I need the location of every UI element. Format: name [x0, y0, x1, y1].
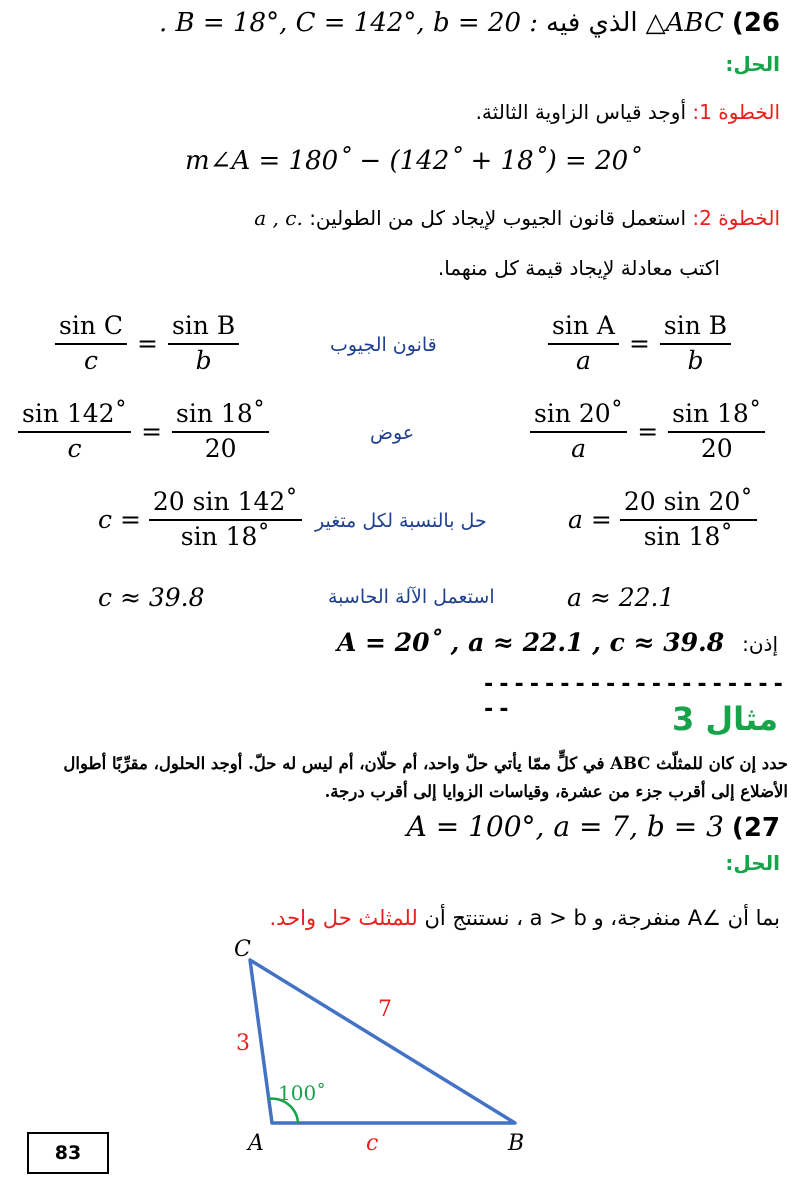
problem-26-triangle: △ABC [645, 8, 724, 38]
right-r2-frac-1: $\frac{\sin 20˚}{a}$ [530, 400, 627, 464]
left-r3-frac: $\frac{20 \sin 142˚}{\sin 18˚}$ [149, 488, 302, 552]
vertex-a-label: A [248, 1131, 264, 1156]
problem-27-number: 27) [731, 813, 780, 843]
right-row-1: $\frac{\text{sin A}}{a}$ = $\frac{\text{sin B}}{b}$ [548, 312, 731, 376]
step-2-vars: a , c. [254, 206, 303, 230]
row-1-label: قانون الجيوب [330, 334, 437, 356]
right-row-4: a ≈ 22.1 [567, 583, 675, 612]
row-2-label: عوض [370, 422, 415, 444]
problem-27 [407, 810, 780, 843]
step-1-label: الخطوة 1: [692, 100, 780, 124]
side-bc-label: 7 [378, 997, 392, 1022]
conclusion [337, 628, 778, 657]
problem-26-header [159, 8, 780, 38]
left-row-2: $\frac{\sin 142˚}{c}$ = $\frac{\sin 18˚}{20}$ [18, 400, 269, 464]
step-2-label: الخطوة 2: [692, 206, 780, 230]
vertex-c-label: C [234, 938, 251, 962]
reason-highlight: للمثلث حل واحد. [269, 906, 418, 930]
left-r2-frac-2: $\frac{\sin 18˚}{20}$ [172, 400, 269, 464]
right-r1-frac-1: $\frac{\text{sin A}}{a}$ [548, 312, 619, 376]
right-r3-frac: $\frac{20 \sin 20˚}{\sin 18˚}$ [620, 488, 757, 552]
example-title: مثال 3 [671, 700, 778, 738]
reason-text: بما أن ∠A منفرجة، و a > b ، نستنتج أن [424, 906, 780, 930]
step-1-equation: m∠A = 180˚ − (142˚ + 18˚) = 20˚ [185, 146, 642, 176]
triangle-figure [220, 938, 540, 1188]
solution-label: الحل: [725, 52, 780, 76]
left-r1-frac-2: $\frac{\text{sin B}}{b}$ [168, 312, 239, 376]
vertex-b-label: B [508, 1131, 525, 1156]
right-r1-frac-2: $\frac{\text{sin B}}{b}$ [660, 312, 731, 376]
page-number: 83 [27, 1132, 109, 1174]
row-4-label: استعمل الآلة الحاسبة [328, 586, 495, 608]
conclusion-label: إذن: [742, 632, 778, 656]
side-ab-label: c [366, 1131, 379, 1156]
example-text: حدد إن كان للمثلّث ABC في كلٍّ ممّا يأتي حلّ واحد، أم حلّان، أم ليس له حلّ. أوجد الحلول، مقرِّبًا أطوال الأضلاع إلى أقرب جزء من عشرة، وقياسات الزوايا إلى أقرب درجة. [63, 754, 788, 801]
problem-26-number: 26) [731, 8, 780, 38]
step-1 [476, 100, 780, 124]
instruction-text: اكتب معادلة لإيجاد قيمة كل منهما. [437, 256, 720, 280]
right-row-3: a = $\frac{20 \sin 20˚}{\sin 18˚}$ [568, 488, 757, 552]
left-row-1: $\frac{\text{sin C}}{c}$ = $\frac{\text{sin B}}{b}$ [55, 312, 239, 376]
divider: ---------------------- [482, 672, 787, 722]
problem-26-givens: . B = 18°, C = 142°, b = 20 : [159, 8, 539, 38]
step-2 [254, 206, 780, 230]
left-r2-frac-1: $\frac{\sin 142˚}{c}$ [18, 400, 131, 464]
left-row-3: c = $\frac{20 \sin 142˚}{\sin 18˚}$ [98, 488, 302, 552]
conclusion-value: A = 20˚ , a ≈ 22.1 , c ≈ 39.8 [336, 628, 725, 657]
step-2-text: استعمل قانون الجيوب لإيجاد كل من الطولين: [309, 206, 687, 230]
right-row-2: $\frac{\sin 20˚}{a}$ = $\frac{\sin 18˚}{20}$ [530, 400, 765, 464]
left-row-4: c ≈ 39.8 [98, 583, 205, 612]
right-r2-frac-2: $\frac{\sin 18˚}{20}$ [668, 400, 765, 464]
problem-26-prefix: الذي فيه [546, 8, 638, 38]
left-r1-frac-1: $\frac{\text{sin C}}{c}$ [55, 312, 127, 376]
side-ac-label: 3 [236, 1031, 250, 1056]
solution-label-2: الحل: [725, 851, 780, 875]
reason [269, 906, 780, 930]
problem-27-givens: A = 100°, a = 7, b = 3 [406, 810, 724, 843]
row-3-label: حل بالنسبة لكل متغير [315, 510, 487, 532]
angle-a-label: 100˚ [278, 1081, 327, 1105]
step-1-text: أوجد قياس الزاوية الثالثة. [475, 100, 687, 124]
